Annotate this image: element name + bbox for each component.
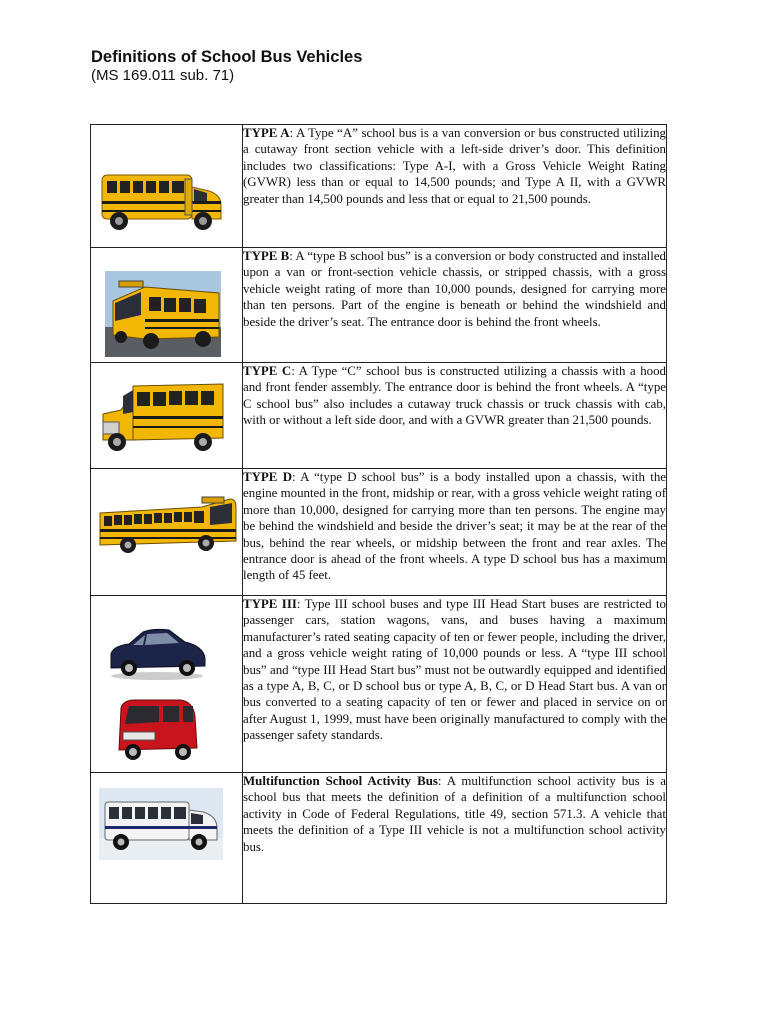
- type-a-bus-image: [99, 165, 225, 239]
- definition-text: : A Type “C” school bus is constructed utilizing a chassis with a hood and front fender assembly. The entrance door is behind the front wheels. A “type C school bus” also includes a cutaway truck chassis or truck chassis with cab, with or without a left side door, and with a GVWR greater than 21,500 pounds.: [243, 364, 666, 428]
- table-row: [91, 469, 667, 596]
- type-d-bus-image: [98, 493, 238, 559]
- type-c-bus-image: [99, 376, 227, 458]
- table-row: [91, 125, 667, 248]
- definitions-table: [90, 124, 667, 904]
- sedan-car-image: [107, 624, 207, 682]
- definition-text: : A “type B school bus” is a conversion or body constructed and installed upon a van or front-section vehicle chassis, or stripped chassis, with a gross vehicle weight rating of more than 10,000 pounds, designed for carrying more than ten persons. Part of the engine is beneath or behind the windshield and beside the driver’s seat. The entrance door is behind the front wheels.: [243, 249, 667, 329]
- definition-term: TYPE C: [243, 364, 292, 378]
- page-title: Definitions of School Bus Vehicles: [91, 48, 363, 66]
- definition-text: : A “type D school bus” is a body installed upon a chassis, with the engine mounted in the front, midship or rear, with a gross vehicle weight rating of more than 10,000, designed for carrying more than ten persons. The engine may be behind the windshield and beside the driver’s seat; it may be at the rear of the bus, behind the rear wheels, or midship between the front and rear axles. The entrance door is ahead of the front wheels. A type D school bus has a maximum length of 45 feet.: [243, 470, 666, 583]
- definition-term: Multifunction School Activity Bus: [243, 774, 438, 788]
- definition-term: TYPE B: [243, 249, 290, 263]
- definition-term: TYPE A: [243, 126, 290, 140]
- type-b-bus-image: [105, 271, 221, 357]
- image-cell: [91, 125, 243, 248]
- activity-bus-image: [99, 788, 223, 860]
- definition-text-cell: [243, 773, 667, 904]
- image-cell: [91, 596, 243, 773]
- table-row: [91, 248, 667, 363]
- table-row: [91, 596, 667, 773]
- image-cell: [91, 469, 243, 596]
- definition-text-cell: [243, 363, 667, 469]
- table-row: [91, 363, 667, 469]
- definition-text: : A multifunction school activity bus is a school bus that meets the definition of a definition of a multifunction school activity in Code of Federal Regulations, title 49, section 571.3. A vehicle that meets the definition of a Type III vehicle is not a multifunction school activity bus.: [243, 774, 667, 854]
- image-cell: [91, 248, 243, 363]
- van-image: [115, 696, 199, 764]
- image-cell: [91, 773, 243, 904]
- definition-text-cell: [243, 469, 667, 596]
- definition-term: TYPE D: [243, 470, 292, 484]
- definition-text-cell: [243, 596, 667, 773]
- definition-text: : A Type “A” school bus is a van conversion or bus constructed utilizing a cutaway front section vehicle with a left-side driver’s door. This definition includes two classifications: Type A-I, with a Gross Vehicle Weight Rating (GVWR) less than or equal to 14,500 pounds; and Type A II, with a GVWR greater than 14,500 pounds and less that or equal to 21,500 pounds.: [243, 126, 666, 206]
- definition-text-cell: [243, 248, 667, 363]
- table-row: [91, 773, 667, 904]
- image-cell: [91, 363, 243, 469]
- page-subtitle: (MS 169.011 sub. 71): [91, 67, 235, 84]
- definition-term: TYPE III: [243, 597, 297, 611]
- definition-text: : Type III school buses and type III Head Start buses are restricted to passenger cars, station wagons, vans, and buses having a maximum manufacturer’s rated seating capacity of ten or fewer people, including the driver, and a gross vehicle weight rating of 10,000 pounds or less. A “type III school bus” and “type III Head Start bus” must not be outwardly equipped and identified as a type A, B, C, or D school bus or type A, B, C, or D Head Start bus. A van or bus converted to a seating capacity of ten or fewer and placed in service on or after August 1, 1999, must have been originally manufactured to comply with the passenger safety standards.: [243, 597, 666, 743]
- definition-text-cell: [243, 125, 667, 248]
